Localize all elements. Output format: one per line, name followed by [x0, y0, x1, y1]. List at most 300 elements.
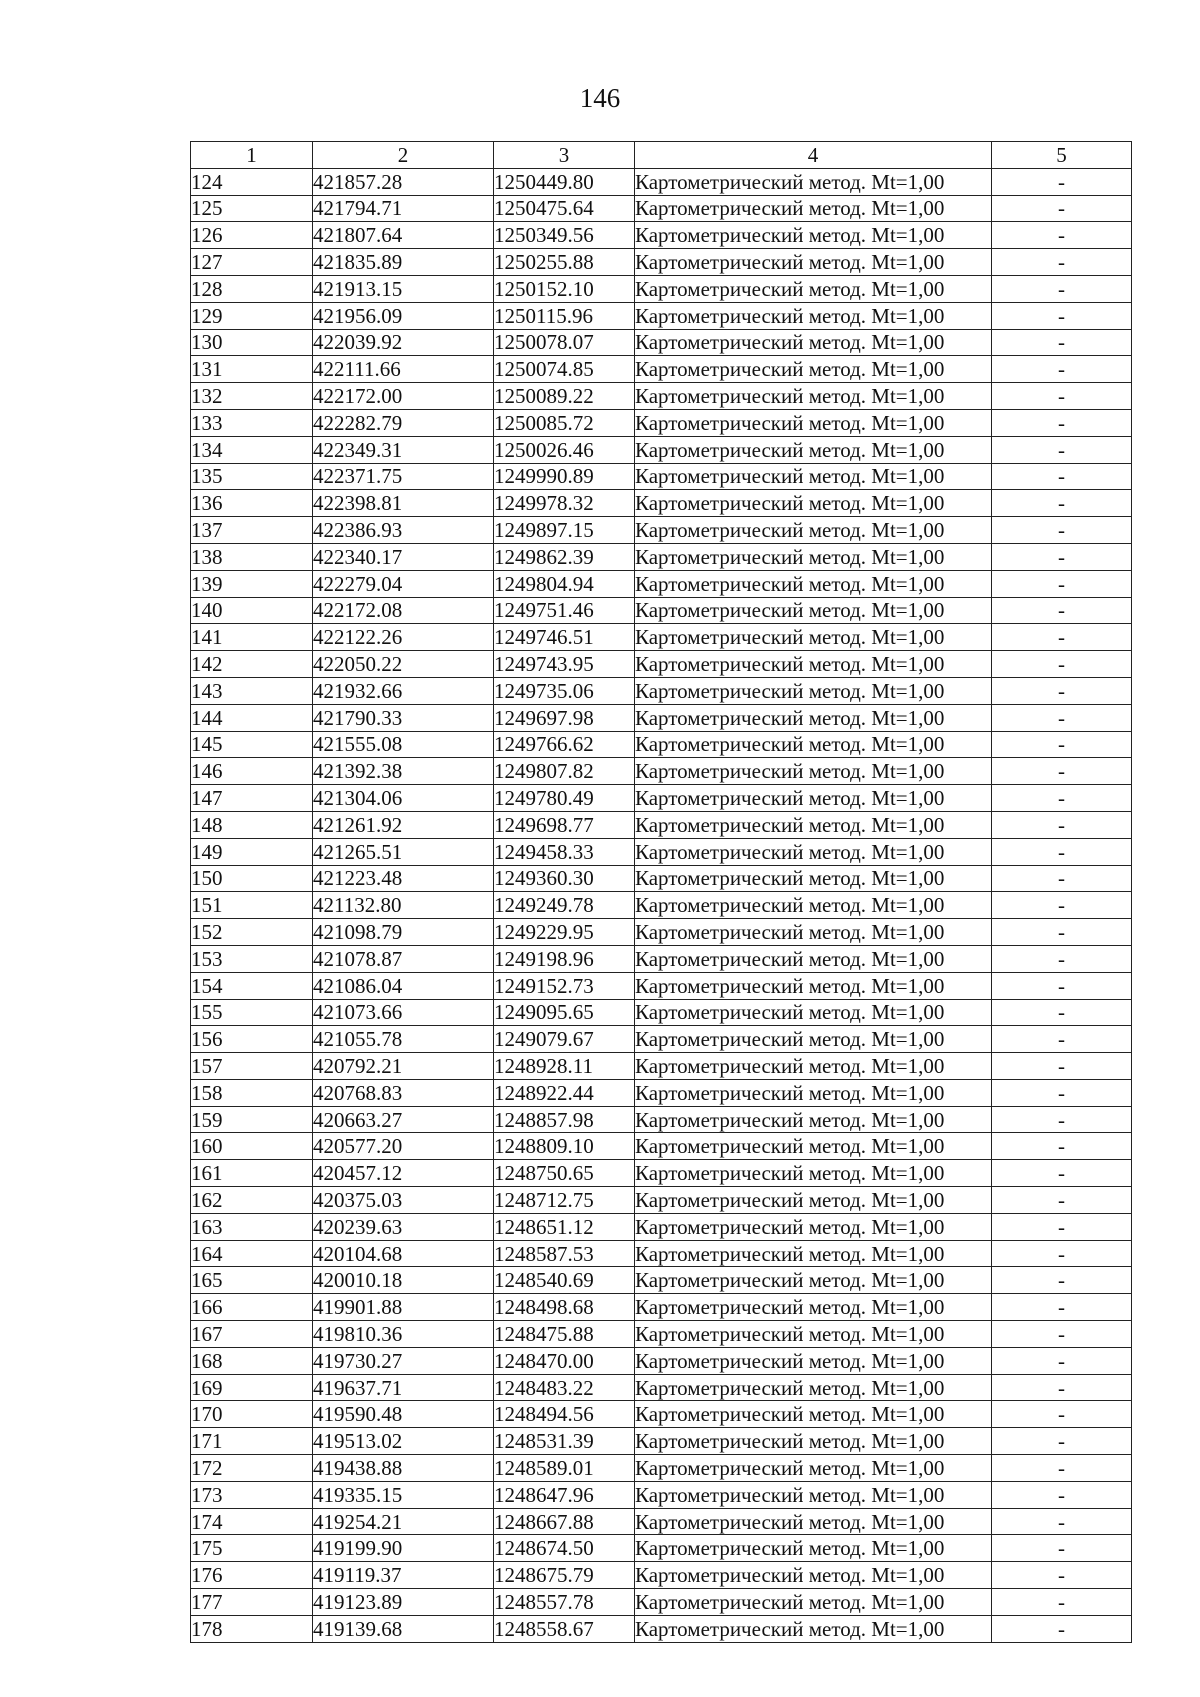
point-number-cell: 124 [191, 168, 313, 195]
point-number-cell: 138 [191, 543, 313, 570]
table-row [191, 1428, 1132, 1455]
point-number-cell: 130 [191, 329, 313, 356]
table-row [191, 1160, 1132, 1187]
y-coordinate-cell: 1248667.88 [494, 1508, 635, 1535]
table-row [191, 1321, 1132, 1348]
table-row [191, 1294, 1132, 1321]
point-number-cell: 178 [191, 1615, 313, 1642]
table-row [191, 1347, 1132, 1374]
x-coordinate-cell: 421807.64 [313, 222, 494, 249]
method-cell: Картометрический метод. Mt=1,00 [635, 383, 992, 410]
description-cell: - [992, 1160, 1132, 1187]
description-cell: - [992, 275, 1132, 302]
description-cell: - [992, 811, 1132, 838]
description-cell: - [992, 972, 1132, 999]
table-row [191, 999, 1132, 1026]
point-number-cell: 146 [191, 758, 313, 785]
method-cell: Картометрический метод. Mt=1,00 [635, 945, 992, 972]
method-cell: Картометрический метод. Mt=1,00 [635, 1535, 992, 1562]
point-number-cell: 174 [191, 1508, 313, 1535]
table-row [191, 302, 1132, 329]
method-cell: Картометрический метод. Mt=1,00 [635, 919, 992, 946]
description-cell: - [992, 731, 1132, 758]
method-cell: Картометрический метод. Mt=1,00 [635, 758, 992, 785]
table-row [191, 1240, 1132, 1267]
table-row [191, 1508, 1132, 1535]
y-coordinate-cell: 1248675.79 [494, 1562, 635, 1589]
table-row [191, 919, 1132, 946]
y-coordinate-cell: 1248647.96 [494, 1481, 635, 1508]
x-coordinate-cell: 422122.26 [313, 624, 494, 651]
table-row [191, 463, 1132, 490]
description-cell: - [992, 168, 1132, 195]
x-coordinate-cell: 419123.89 [313, 1589, 494, 1616]
table-row [191, 409, 1132, 436]
y-coordinate-cell: 1248674.50 [494, 1535, 635, 1562]
method-cell: Картометрический метод. Mt=1,00 [635, 1428, 992, 1455]
y-coordinate-cell: 1250115.96 [494, 302, 635, 329]
x-coordinate-cell: 419590.48 [313, 1401, 494, 1428]
y-coordinate-cell: 1249360.30 [494, 865, 635, 892]
y-coordinate-cell: 1249458.33 [494, 838, 635, 865]
y-coordinate-cell: 1249897.15 [494, 517, 635, 544]
x-coordinate-cell: 419513.02 [313, 1428, 494, 1455]
method-cell: Картометрический метод. Mt=1,00 [635, 1455, 992, 1482]
description-cell: - [992, 222, 1132, 249]
table-row [191, 758, 1132, 785]
x-coordinate-cell: 421304.06 [313, 785, 494, 812]
x-coordinate-cell: 420010.18 [313, 1267, 494, 1294]
point-number-cell: 165 [191, 1267, 313, 1294]
y-coordinate-cell: 1250449.80 [494, 168, 635, 195]
y-coordinate-cell: 1248922.44 [494, 1079, 635, 1106]
table-body [191, 168, 1132, 1642]
description-cell: - [992, 597, 1132, 624]
x-coordinate-cell: 421055.78 [313, 1026, 494, 1053]
point-number-cell: 161 [191, 1160, 313, 1187]
x-coordinate-cell: 421078.87 [313, 945, 494, 972]
point-number-cell: 140 [191, 597, 313, 624]
x-coordinate-cell: 420792.21 [313, 1053, 494, 1080]
table-row [191, 1213, 1132, 1240]
description-cell: - [992, 1106, 1132, 1133]
table-row [191, 1615, 1132, 1642]
table-row [191, 731, 1132, 758]
method-cell: Картометрический метод. Mt=1,00 [635, 249, 992, 276]
method-cell: Картометрический метод. Mt=1,00 [635, 838, 992, 865]
description-cell: - [992, 1053, 1132, 1080]
method-cell: Картометрический метод. Mt=1,00 [635, 1053, 992, 1080]
table-row [191, 1053, 1132, 1080]
description-cell: - [992, 1615, 1132, 1642]
method-cell: Картометрический метод. Mt=1,00 [635, 1374, 992, 1401]
table-row [191, 222, 1132, 249]
table-row [191, 275, 1132, 302]
method-cell: Картометрический метод. Mt=1,00 [635, 1481, 992, 1508]
point-number-cell: 150 [191, 865, 313, 892]
method-cell: Картометрический метод. Mt=1,00 [635, 1240, 992, 1267]
x-coordinate-cell: 421223.48 [313, 865, 494, 892]
x-coordinate-cell: 422349.31 [313, 436, 494, 463]
point-number-cell: 137 [191, 517, 313, 544]
table-row [191, 785, 1132, 812]
description-cell: - [992, 463, 1132, 490]
x-coordinate-cell: 419730.27 [313, 1347, 494, 1374]
x-coordinate-cell: 421098.79 [313, 919, 494, 946]
y-coordinate-cell: 1248928.11 [494, 1053, 635, 1080]
description-cell: - [992, 1240, 1132, 1267]
description-cell: - [992, 1455, 1132, 1482]
y-coordinate-cell: 1248494.56 [494, 1401, 635, 1428]
table-row [191, 624, 1132, 651]
point-number-cell: 167 [191, 1321, 313, 1348]
method-cell: Картометрический метод. Mt=1,00 [635, 436, 992, 463]
x-coordinate-cell: 420577.20 [313, 1133, 494, 1160]
table-row [191, 677, 1132, 704]
description-cell: - [992, 1589, 1132, 1616]
coordinates-table [190, 141, 1132, 1643]
point-number-cell: 129 [191, 302, 313, 329]
point-number-cell: 136 [191, 490, 313, 517]
y-coordinate-cell: 1250152.10 [494, 275, 635, 302]
point-number-cell: 143 [191, 677, 313, 704]
y-coordinate-cell: 1249780.49 [494, 785, 635, 812]
description-cell: - [992, 1347, 1132, 1374]
y-coordinate-cell: 1249698.77 [494, 811, 635, 838]
method-cell: Картометрический метод. Mt=1,00 [635, 490, 992, 517]
y-coordinate-cell: 1248557.78 [494, 1589, 635, 1616]
x-coordinate-cell: 421794.71 [313, 195, 494, 222]
y-coordinate-cell: 1249152.73 [494, 972, 635, 999]
description-cell: - [992, 704, 1132, 731]
point-number-cell: 134 [191, 436, 313, 463]
point-number-cell: 125 [191, 195, 313, 222]
y-coordinate-cell: 1249697.98 [494, 704, 635, 731]
method-cell: Картометрический метод. Mt=1,00 [635, 1106, 992, 1133]
method-cell: Картометрический метод. Mt=1,00 [635, 1562, 992, 1589]
description-cell: - [992, 1213, 1132, 1240]
description-cell: - [992, 1481, 1132, 1508]
description-cell: - [992, 1079, 1132, 1106]
table-row [191, 1455, 1132, 1482]
x-coordinate-cell: 421956.09 [313, 302, 494, 329]
y-coordinate-cell: 1248809.10 [494, 1133, 635, 1160]
x-coordinate-cell: 422050.22 [313, 651, 494, 678]
description-cell: - [992, 356, 1132, 383]
description-cell: - [992, 1321, 1132, 1348]
y-coordinate-cell: 1249743.95 [494, 651, 635, 678]
table-row [191, 543, 1132, 570]
table-row [191, 1079, 1132, 1106]
table-row [191, 838, 1132, 865]
x-coordinate-cell: 422172.08 [313, 597, 494, 624]
point-number-cell: 141 [191, 624, 313, 651]
y-coordinate-cell: 1248540.69 [494, 1267, 635, 1294]
x-coordinate-cell: 420457.12 [313, 1160, 494, 1187]
description-cell: - [992, 1508, 1132, 1535]
point-number-cell: 142 [191, 651, 313, 678]
x-coordinate-cell: 421857.28 [313, 168, 494, 195]
y-coordinate-cell: 1249079.67 [494, 1026, 635, 1053]
method-cell: Картометрический метод. Mt=1,00 [635, 275, 992, 302]
point-number-cell: 163 [191, 1213, 313, 1240]
table-row [191, 1026, 1132, 1053]
point-number-cell: 156 [191, 1026, 313, 1053]
table-row [191, 1562, 1132, 1589]
description-cell: - [992, 892, 1132, 919]
table-row [191, 195, 1132, 222]
x-coordinate-cell: 421835.89 [313, 249, 494, 276]
y-coordinate-cell: 1249746.51 [494, 624, 635, 651]
table-row [191, 1133, 1132, 1160]
description-cell: - [992, 1187, 1132, 1214]
table-row [191, 1589, 1132, 1616]
point-number-cell: 144 [191, 704, 313, 731]
point-number-cell: 158 [191, 1079, 313, 1106]
y-coordinate-cell: 1250026.46 [494, 436, 635, 463]
y-coordinate-cell: 1249249.78 [494, 892, 635, 919]
description-cell: - [992, 677, 1132, 704]
method-cell: Картометрический метод. Mt=1,00 [635, 1401, 992, 1428]
point-number-cell: 133 [191, 409, 313, 436]
point-number-cell: 131 [191, 356, 313, 383]
x-coordinate-cell: 419810.36 [313, 1321, 494, 1348]
table-row [191, 329, 1132, 356]
point-number-cell: 166 [191, 1294, 313, 1321]
x-coordinate-cell: 422340.17 [313, 543, 494, 570]
table-row [191, 570, 1132, 597]
description-cell: - [992, 490, 1132, 517]
y-coordinate-cell: 1248587.53 [494, 1240, 635, 1267]
x-coordinate-cell: 421261.92 [313, 811, 494, 838]
x-coordinate-cell: 422172.00 [313, 383, 494, 410]
method-cell: Картометрический метод. Mt=1,00 [635, 972, 992, 999]
method-cell: Картометрический метод. Mt=1,00 [635, 1026, 992, 1053]
point-number-cell: 176 [191, 1562, 313, 1589]
method-cell: Картометрический метод. Mt=1,00 [635, 731, 992, 758]
point-number-cell: 147 [191, 785, 313, 812]
method-cell: Картометрический метод. Mt=1,00 [635, 1294, 992, 1321]
point-number-cell: 175 [191, 1535, 313, 1562]
point-number-cell: 177 [191, 1589, 313, 1616]
method-cell: Картометрический метод. Mt=1,00 [635, 543, 992, 570]
y-coordinate-cell: 1249766.62 [494, 731, 635, 758]
table-row [191, 945, 1132, 972]
method-cell: Картометрический метод. Mt=1,00 [635, 1321, 992, 1348]
point-number-cell: 155 [191, 999, 313, 1026]
y-coordinate-cell: 1248483.22 [494, 1374, 635, 1401]
y-coordinate-cell: 1248558.67 [494, 1615, 635, 1642]
table-row [191, 1401, 1132, 1428]
point-number-cell: 135 [191, 463, 313, 490]
point-number-cell: 157 [191, 1053, 313, 1080]
point-number-cell: 162 [191, 1187, 313, 1214]
description-cell: - [992, 409, 1132, 436]
y-coordinate-cell: 1249751.46 [494, 597, 635, 624]
y-coordinate-cell: 1250255.88 [494, 249, 635, 276]
x-coordinate-cell: 419901.88 [313, 1294, 494, 1321]
point-number-cell: 153 [191, 945, 313, 972]
method-cell: Картометрический метод. Mt=1,00 [635, 356, 992, 383]
x-coordinate-cell: 422398.81 [313, 490, 494, 517]
page-number: 146 [579, 83, 621, 113]
x-coordinate-cell: 420239.63 [313, 1213, 494, 1240]
table-row [191, 1267, 1132, 1294]
description-cell: - [992, 195, 1132, 222]
y-coordinate-cell: 1250078.07 [494, 329, 635, 356]
description-cell: - [992, 1374, 1132, 1401]
y-coordinate-cell: 1248589.01 [494, 1455, 635, 1482]
column-header-4: 4 [635, 142, 992, 169]
x-coordinate-cell: 419438.88 [313, 1455, 494, 1482]
description-cell: - [992, 945, 1132, 972]
point-number-cell: 160 [191, 1133, 313, 1160]
point-number-cell: 172 [191, 1455, 313, 1482]
description-cell: - [992, 1401, 1132, 1428]
method-cell: Картометрический метод. Mt=1,00 [635, 704, 992, 731]
point-number-cell: 169 [191, 1374, 313, 1401]
description-cell: - [992, 1294, 1132, 1321]
x-coordinate-cell: 421073.66 [313, 999, 494, 1026]
method-cell: Картометрический метод. Mt=1,00 [635, 624, 992, 651]
description-cell: - [992, 1133, 1132, 1160]
method-cell: Картометрический метод. Mt=1,00 [635, 999, 992, 1026]
table-row [191, 1481, 1132, 1508]
x-coordinate-cell: 422279.04 [313, 570, 494, 597]
column-header-3: 3 [494, 142, 635, 169]
table-row [191, 651, 1132, 678]
point-number-cell: 154 [191, 972, 313, 999]
method-cell: Картометрический метод. Mt=1,00 [635, 570, 992, 597]
point-number-cell: 132 [191, 383, 313, 410]
y-coordinate-cell: 1250475.64 [494, 195, 635, 222]
column-header-2: 2 [313, 142, 494, 169]
x-coordinate-cell: 422371.75 [313, 463, 494, 490]
description-cell: - [992, 785, 1132, 812]
method-cell: Картометрический метод. Mt=1,00 [635, 409, 992, 436]
table-row [191, 517, 1132, 544]
x-coordinate-cell: 421790.33 [313, 704, 494, 731]
column-header-1: 1 [191, 142, 313, 169]
description-cell: - [992, 999, 1132, 1026]
description-cell: - [992, 838, 1132, 865]
x-coordinate-cell: 421392.38 [313, 758, 494, 785]
y-coordinate-cell: 1249990.89 [494, 463, 635, 490]
x-coordinate-cell: 420768.83 [313, 1079, 494, 1106]
table-row [191, 892, 1132, 919]
x-coordinate-cell: 419139.68 [313, 1615, 494, 1642]
y-coordinate-cell: 1249198.96 [494, 945, 635, 972]
x-coordinate-cell: 421086.04 [313, 972, 494, 999]
description-cell: - [992, 1267, 1132, 1294]
x-coordinate-cell: 421132.80 [313, 892, 494, 919]
y-coordinate-cell: 1248857.98 [494, 1106, 635, 1133]
y-coordinate-cell: 1250085.72 [494, 409, 635, 436]
table-row [191, 249, 1132, 276]
point-number-cell: 168 [191, 1347, 313, 1374]
x-coordinate-cell: 422386.93 [313, 517, 494, 544]
table-row [191, 1187, 1132, 1214]
description-cell: - [992, 436, 1132, 463]
y-coordinate-cell: 1250074.85 [494, 356, 635, 383]
table-row [191, 1535, 1132, 1562]
point-number-cell: 145 [191, 731, 313, 758]
description-cell: - [992, 758, 1132, 785]
table-row [191, 865, 1132, 892]
x-coordinate-cell: 419335.15 [313, 1481, 494, 1508]
table-row [191, 356, 1132, 383]
x-coordinate-cell: 420104.68 [313, 1240, 494, 1267]
point-number-cell: 148 [191, 811, 313, 838]
x-coordinate-cell: 419637.71 [313, 1374, 494, 1401]
description-cell: - [992, 543, 1132, 570]
point-number-cell: 128 [191, 275, 313, 302]
method-cell: Картометрический метод. Mt=1,00 [635, 168, 992, 195]
method-cell: Картометрический метод. Mt=1,00 [635, 1347, 992, 1374]
y-coordinate-cell: 1249978.32 [494, 490, 635, 517]
point-number-cell: 139 [191, 570, 313, 597]
x-coordinate-cell: 421555.08 [313, 731, 494, 758]
method-cell: Картометрический метод. Mt=1,00 [635, 892, 992, 919]
description-cell: - [992, 1562, 1132, 1589]
y-coordinate-cell: 1250089.22 [494, 383, 635, 410]
method-cell: Картометрический метод. Mt=1,00 [635, 329, 992, 356]
x-coordinate-cell: 421932.66 [313, 677, 494, 704]
table-row [191, 704, 1132, 731]
description-cell: - [992, 651, 1132, 678]
x-coordinate-cell: 422039.92 [313, 329, 494, 356]
point-number-cell: 126 [191, 222, 313, 249]
table-row [191, 972, 1132, 999]
y-coordinate-cell: 1248475.88 [494, 1321, 635, 1348]
method-cell: Картометрический метод. Mt=1,00 [635, 677, 992, 704]
method-cell: Картометрический метод. Mt=1,00 [635, 302, 992, 329]
method-cell: Картометрический метод. Mt=1,00 [635, 1615, 992, 1642]
method-cell: Картометрический метод. Mt=1,00 [635, 865, 992, 892]
table-row [191, 1374, 1132, 1401]
y-coordinate-cell: 1249804.94 [494, 570, 635, 597]
x-coordinate-cell: 422111.66 [313, 356, 494, 383]
y-coordinate-cell: 1248750.65 [494, 1160, 635, 1187]
x-coordinate-cell: 420663.27 [313, 1106, 494, 1133]
table-row [191, 490, 1132, 517]
x-coordinate-cell: 419119.37 [313, 1562, 494, 1589]
method-cell: Картометрический метод. Mt=1,00 [635, 1160, 992, 1187]
description-cell: - [992, 302, 1132, 329]
method-cell: Картометрический метод. Mt=1,00 [635, 785, 992, 812]
description-cell: - [992, 1026, 1132, 1053]
point-number-cell: 171 [191, 1428, 313, 1455]
method-cell: Картометрический метод. Mt=1,00 [635, 1079, 992, 1106]
x-coordinate-cell: 422282.79 [313, 409, 494, 436]
table-row [191, 168, 1132, 195]
y-coordinate-cell: 1249807.82 [494, 758, 635, 785]
method-cell: Картометрический метод. Mt=1,00 [635, 1187, 992, 1214]
x-coordinate-cell: 419254.21 [313, 1508, 494, 1535]
y-coordinate-cell: 1248498.68 [494, 1294, 635, 1321]
description-cell: - [992, 570, 1132, 597]
method-cell: Картометрический метод. Mt=1,00 [635, 1589, 992, 1616]
point-number-cell: 164 [191, 1240, 313, 1267]
y-coordinate-cell: 1249735.06 [494, 677, 635, 704]
method-cell: Картометрический метод. Mt=1,00 [635, 222, 992, 249]
y-coordinate-cell: 1249095.65 [494, 999, 635, 1026]
point-number-cell: 152 [191, 919, 313, 946]
y-coordinate-cell: 1248712.75 [494, 1187, 635, 1214]
description-cell: - [992, 919, 1132, 946]
method-cell: Картометрический метод. Mt=1,00 [635, 1133, 992, 1160]
y-coordinate-cell: 1248651.12 [494, 1213, 635, 1240]
